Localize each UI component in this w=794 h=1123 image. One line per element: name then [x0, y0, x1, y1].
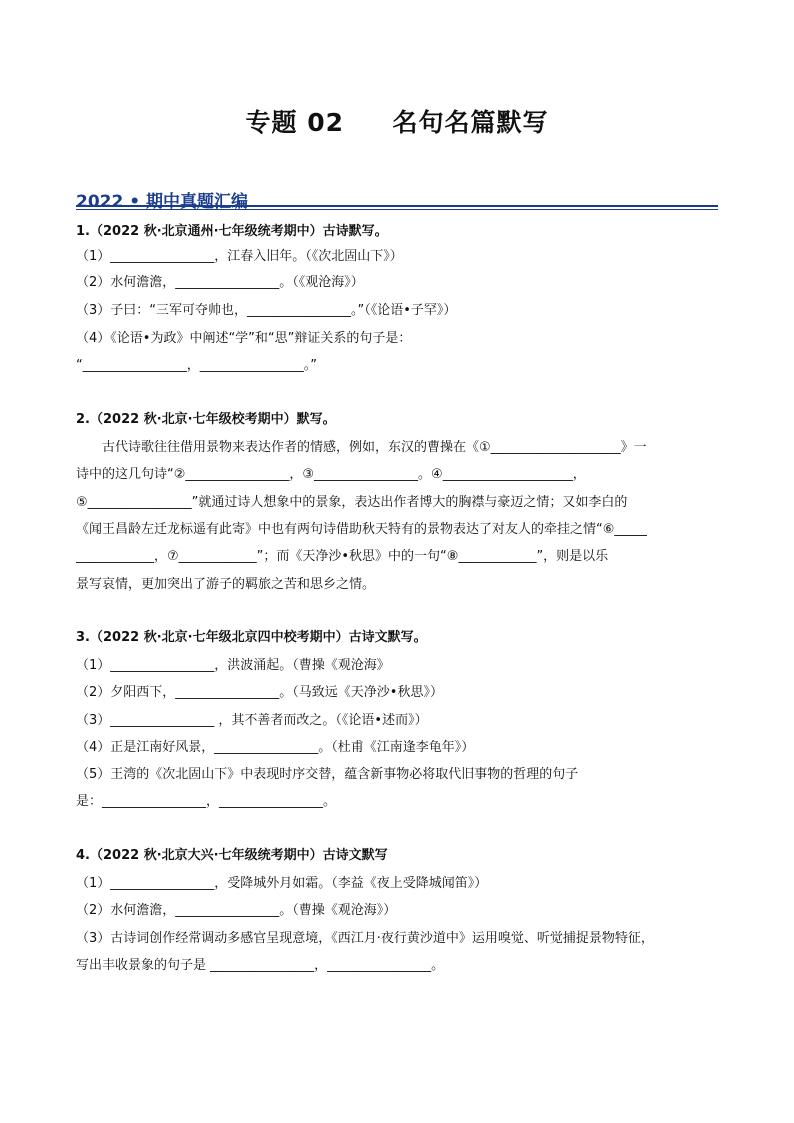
question-1-header: 1.（2022 秋·北京通州·七年级统考期中）古诗默写。 — [76, 224, 388, 239]
question-4-header: 4.（2022 秋·北京大兴·七年级统考期中）古诗文默写 — [76, 848, 388, 863]
question-1-line-5: “________________，________________。” — [76, 358, 317, 373]
question-3-line-6: 是：________________，________________。 — [76, 794, 337, 809]
question-1-line-1: （1）________________，江春入旧年。（《次北固山下》） — [76, 249, 403, 264]
question-2-line-4: 《闻王昌龄左迁龙标遥有此寄》中也有两句诗借助秋天特有的景物表达了对友人的牵挂之情“⑥_____ — [76, 522, 647, 537]
section-rule-thin — [76, 209, 718, 210]
question-1-line-2: （2）水何澹澹，________________。（《观沧海》） — [76, 275, 364, 290]
section-rule-thick — [76, 205, 718, 207]
question-2-line-6: 景写哀情，更加突出了游子的羁旅之苦和思乡之情。 — [76, 577, 376, 592]
question-2-header: 2.（2022 秋·北京·七年级校考期中）默写。 — [76, 412, 336, 427]
question-3-line-1: （1）________________，洪波涌起。（曹操《观沧海》 — [76, 658, 390, 673]
question-2-line-2: 诗中的这几句诗“②________________，③________________。④____________________， — [76, 467, 586, 482]
question-4-line-2: （2）水何澹澹，________________。（曹操《观沧海》） — [76, 903, 397, 918]
question-3-line-2: （2）夕阳西下，________________。（马致远《天净沙•秋思》） — [76, 685, 443, 700]
question-1-line-4: （4）《论语•为政》中阐述“学”和“思”辩证关系的句子是： — [76, 331, 412, 346]
question-2-line-5: ____________，⑦____________”；而《天净沙•秋思》中的一句“⑧____________”，则是以乐 — [76, 549, 609, 564]
question-4-line-1: （1）________________，受降城外月如霜。（李益《夜上受降城闻笛》） — [76, 876, 488, 891]
question-3-line-3: （3）________________ ，其不善者而改之。（《论语•述而》） — [76, 713, 428, 728]
question-3-header: 3.（2022 秋·北京·七年级北京四中校考期中）古诗文默写。 — [76, 630, 427, 645]
page-title: 专题 02 名句名篇默写 — [245, 108, 549, 137]
question-2-line-1: 古代诗歌往往借用景物来表达作者的情感，例如，东汉的曹操在《①____________________》一 — [102, 440, 647, 455]
question-4-line-4: 写出丰收景象的句子是 ________________，________________。 — [76, 958, 445, 973]
question-3-line-4: （4）正是江南好风景，________________。（杜甫《江南逢李龟年》） — [76, 740, 475, 755]
question-4-line-3: （3）古诗词创作经常调动多感官呈现意境，《西江月·夜行黄沙道中》运用嗅觉、听觉捕捉景物特征， — [76, 931, 654, 946]
question-3-line-5: （5）王湾的《次北固山下》中表现时序交替，蕴含新事物必将取代旧事物的哲理的句子 — [76, 767, 579, 782]
question-2-line-3: ⑤________________”就通过诗人想象中的景象，表达出作者博大的胸襟与豪迈之情；又如李白的 — [76, 495, 628, 510]
question-1-line-3: （3）子曰：“三军可夺帅也，________________。”（《论语•子罕》） — [76, 303, 457, 318]
section-heading: 2022 • 期中真题汇编 — [76, 192, 249, 212]
